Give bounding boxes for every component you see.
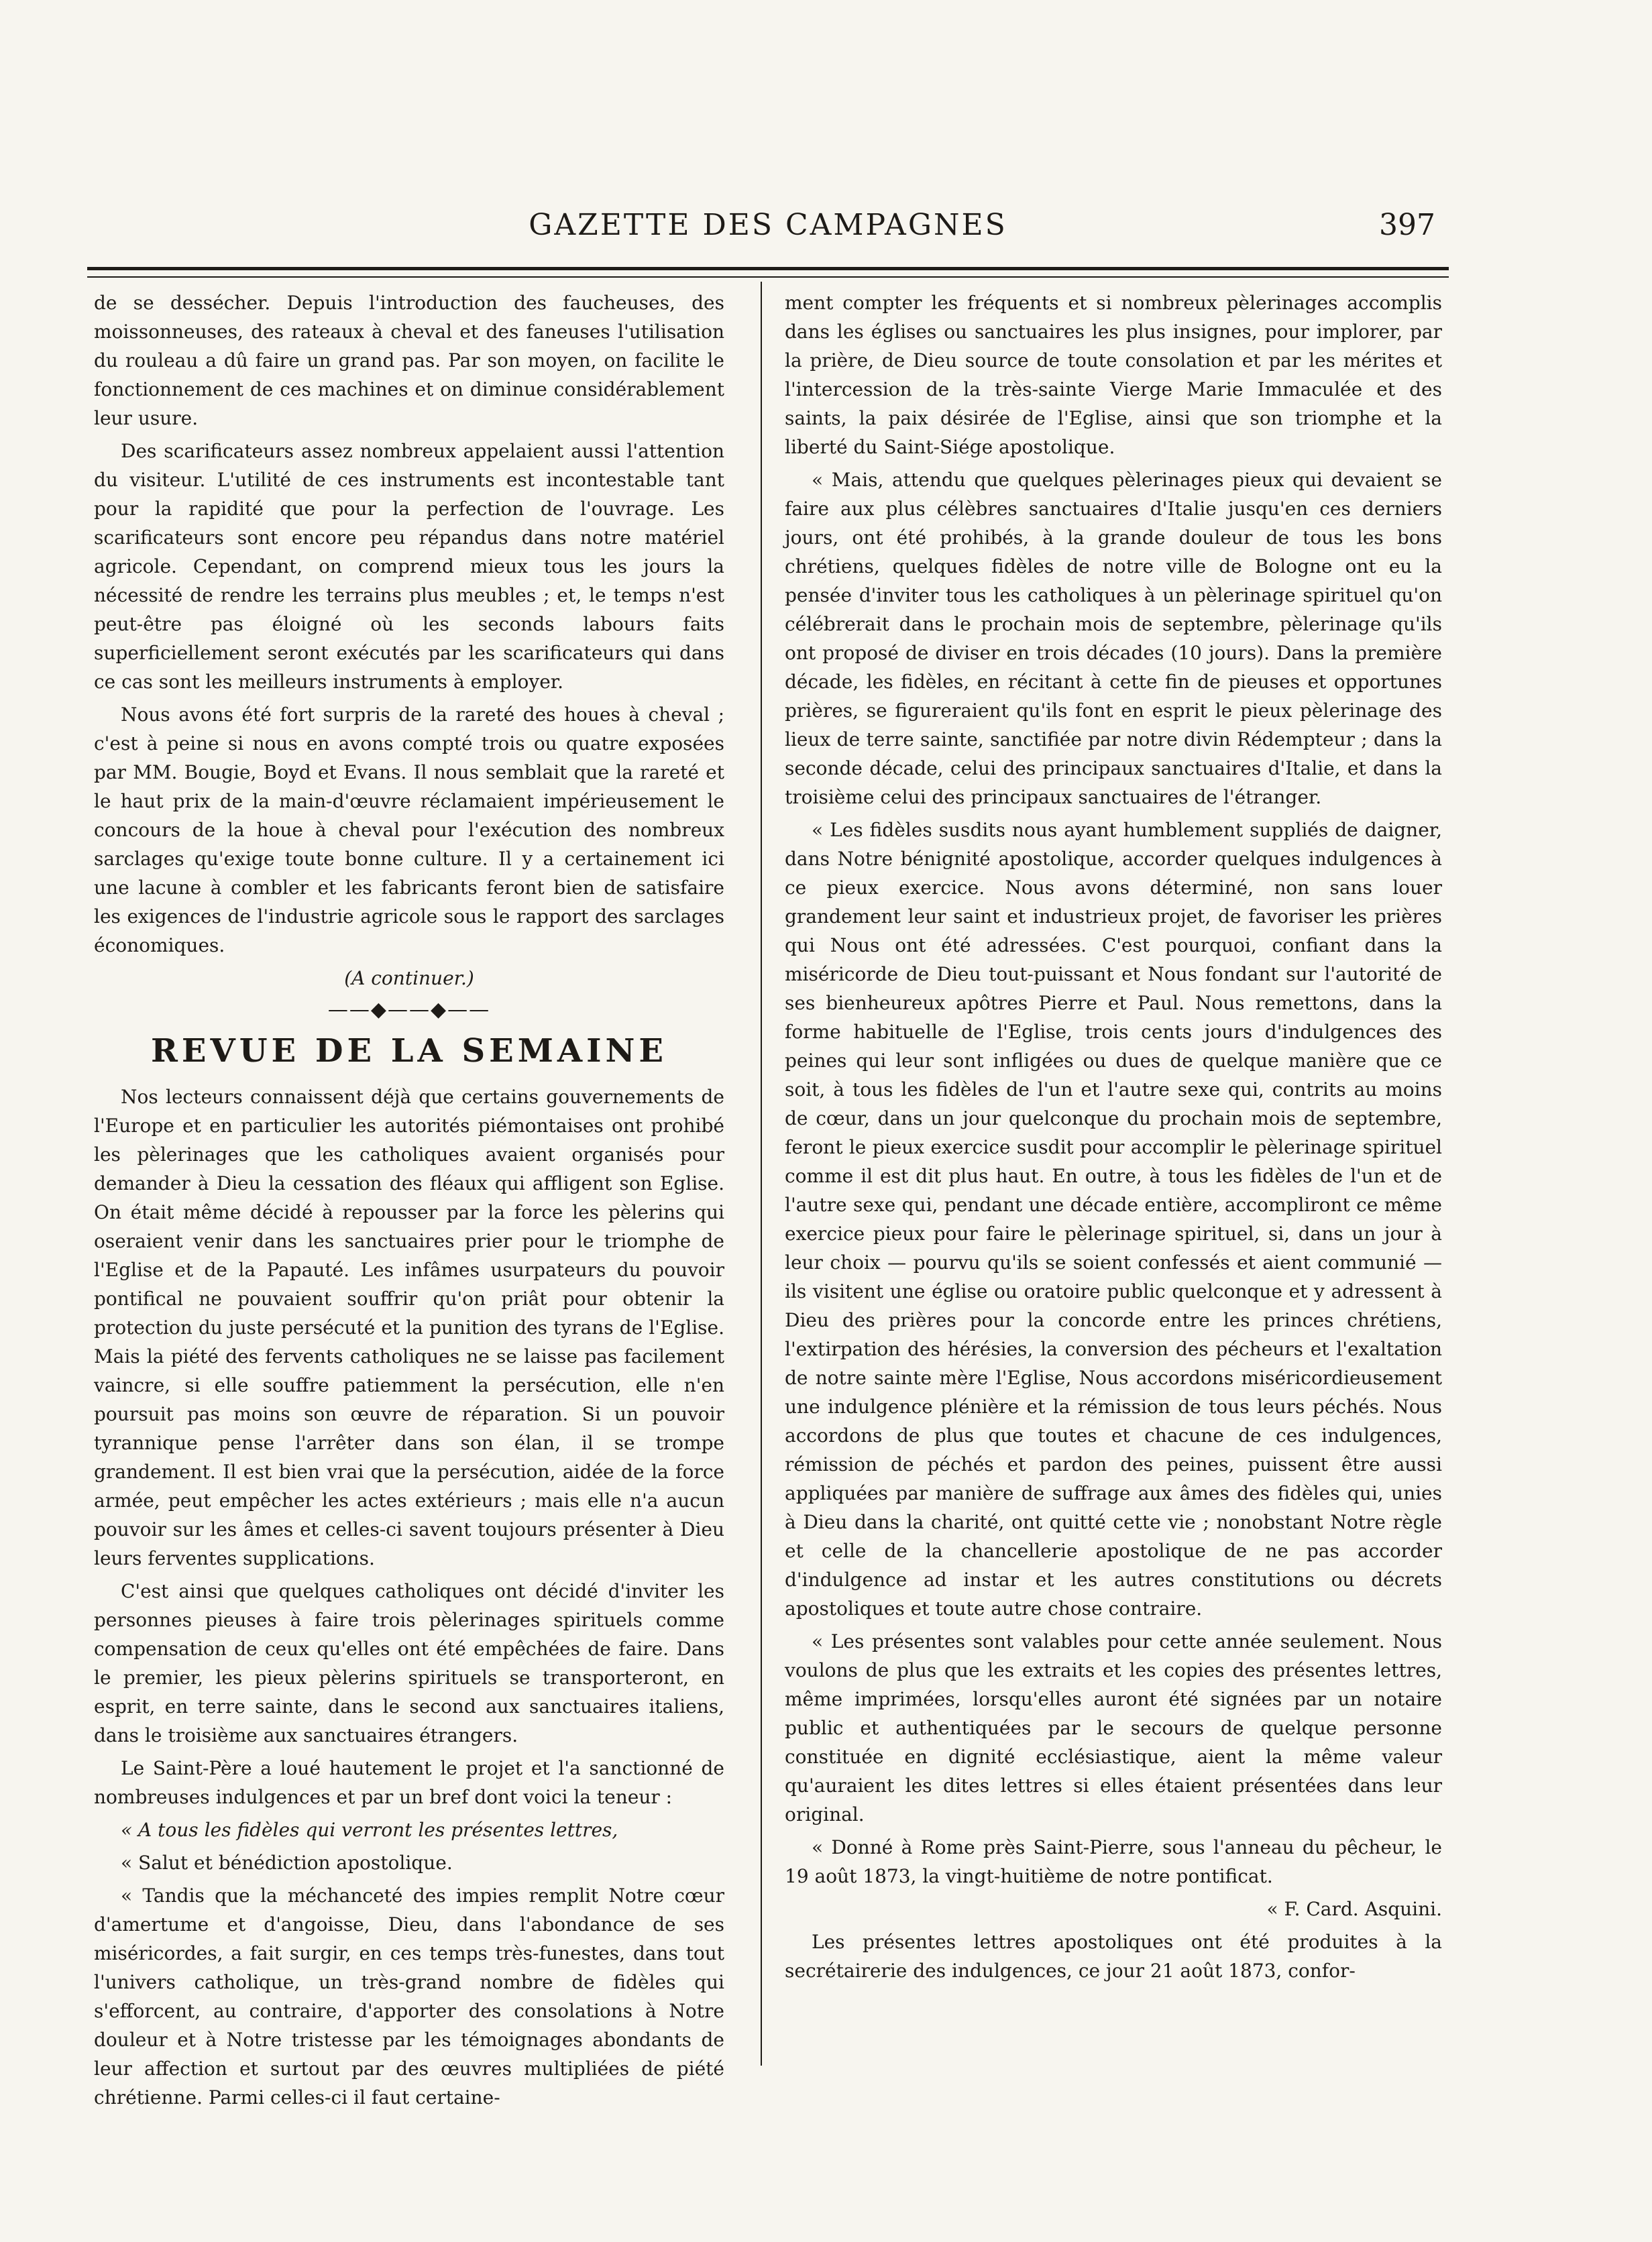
newspaper-title: GAZETTE DES CAMPAGNES [529,208,1007,242]
section-title: REVUE DE LA SEMAINE [150,1032,668,1070]
article-paragraph: « Donné à Rome près Saint-Pierre, sous l'anneau du pêcheur, le 19 août 1873, la vingt-huitième de notre pontificat. [785,1836,1442,1887]
page-number: 397 [1379,208,1435,242]
page-header [101,201,1435,255]
section-ornament-divider: ——◆——◆—— [327,998,491,1021]
article-paragraph: C'est ainsi que quelques catholiques ont décidé d'inviter les personnes pieuses à faire trois pèlerinages spirituels comme compensation de ceux qu'elles ont été empêchées de faire. Dans le premier, les pieux pèlerins spirituels se transporteront, en esprit, en terre sainte, dans le second aux sanctuaires italiens, dans le troisième aux sanctuaires étrangers. [94,1580,724,1746]
article-paragraph: « Les présentes sont valables pour cette année seulement. Nous voulons de plus que les extraits et les copies des présentes lettres, même imprimées, lorsqu'elles auront été signées par un notaire public et authentiquées par le secours de quelque personne constituée en dignité ecclésiastique, aient la même valeur qu'auraient les dites lettres si elles étaient présentées dans leur original. [785,1630,1442,1826]
article-paragraph: « Tandis que la méchanceté des impies remplit Notre cœur d'amertume et d'angoisse, Dieu, dans l'abondance de ses miséricordes, a fait surgir, en ces temps très-funestes, dans tout l'univers catholique, un très-grand nombre de fidèles qui s'efforcent, au contraire, d'apporter des consolations à Notre douleur et à Notre tristesse par les témoignages abondants de leur affection et surtout par des œuvres multipliées de piété chrétienne. Parmi celles-ci il faut certaine- [94,1885,724,2109]
brief-salutation: « Salut et bénédiction apostolique. [121,1852,453,1874]
article-paragraph: « Les fidèles susdits nous ayant humblement suppliés de daigner, dans Notre bénignité apostolique, accorder quelques indulgences à ce pieux exercice. Nous avons déterminé, non sans louer grandement leur saint et industrieux projet, de favoriser les prières qui Nous ont été adressées. C'est pourquoi, confiant dans la miséricorde de Dieu tout-puissant et Nous fondant sur l'autorité de ses bienheureux apôtres Pierre et Paul. Nous remettons, dans la forme habituelle de l'Eglise, trois cents jours d'indulgences des peines qui leur sont infligées ou dues de quelque manière que ce soit, à tous les fidèles de l'un et l'autre sexe qui, contrits au moins de cœur, dans un jour quelconque du prochain mois de septembre, feront le pieux exercice susdit pour accomplir le pèlerinage spirituel comme il est dit plus haut. En outre, à tous les fidèles de l'un et de l'autre sexe qui, pendant une décade entière, accompliront ce même exercice pieux pour faire le pèlerinage spirituel, si, dans un jour à leur choix — pourvu qu'ils se soient confessés et aient communié — ils visitent une église ou oratoire public quelconque et y adressent à Dieu des prières pour la concorde entre les princes chrétiens, l'extirpation des hérésies, la conversion des pécheurs et l'exaltation de notre sainte mère l'Eglise, Nous accordons miséricordieusement une indulgence plénière et la rémission de tous leurs péchés. Nous accordons de plus que toutes et chacune de ces indulgences, rémission de péchés et pardon des peines, puissent être aussi appliquées par manière de suffrage aux âmes des fidèles qui, unies à Dieu dans la charité, ont quitté cette vie ; nonobstant Notre règle et celle de la chancellerie apostolique de ne pas accorder d'indulgence ad instar et les autres constitutions ou décrets apostoliques et toute autre chose contraire. [785,819,1442,1620]
brief-address-line: « A tous les fidèles qui verront les présentes lettres, [121,1819,618,1841]
article-paragraph: Le Saint-Père a loué hautement le projet et l'a sanctionné de nombreuses indulgences et par un bref dont voici la teneur : [94,1757,724,1808]
header-rule-thin [87,276,1449,278]
article-paragraph: de se dessécher. Depuis l'introduction des faucheuses, des moissonneuses, des rateaux à cheval et des faneuses l'utilisation du rouleau a dû faire un grand pas. Par son moyen, on facilite le fonctionnement de ces machines et on diminue considérablement leur usure. [94,292,724,429]
continuation-note: (A continuer.) [344,967,474,989]
article-paragraph: Les présentes lettres apostoliques ont été produites à la secrétairerie des indulgences, ce jour 21 août 1873, confor- [785,1931,1442,1982]
article-paragraph: « Mais, attendu que quelques pèlerinages pieux qui devaient se faire aux plus célèbres sanctuaires d'Italie jusqu'en ces derniers jours, ont été prohibés, à la grande douleur de tous les bons chrétiens, quelques fidèles de notre ville de Bologne ont eu la pensée d'inviter tous les catholiques à un pèlerinage spirituel qu'on célébrerait dans le prochain mois de septembre, pèlerinage qu'ils ont proposé de diviser en trois décades (10 jours). Dans la première décade, les fidèles, en récitant à cette fin de pieuses et opportunes prières, se figureraient qu'ils font en esprit le pieux pèlerinage des lieux de terre sainte, sanctifiée par notre divin Rédempteur ; dans la seconde décade, celui des principaux sanctuaires d'Italie, et dans la troisième celui des principaux sanctuaires de l'étranger. [785,469,1442,808]
right-column [785,288,1442,1989]
brief-signature: « F. Card. Asquini. [1266,1898,1442,1920]
left-column [94,288,724,2116]
column-divider [761,282,762,2066]
article-paragraph: ment compter les fréquents et si nombreux pèlerinages accomplis dans les églises ou sanctuaires les plus insignes, pour implorer, par la prière, de Dieu source de toute consolation et par les mérites et l'intercession de la très-sainte Vierge Marie Immaculée et des saints, la paix désirée de l'Eglise, ainsi que son triomphe et la liberté du Saint-Siége apostolique. [785,292,1442,458]
article-paragraph: Des scarificateurs assez nombreux appelaient aussi l'attention du visiteur. L'utilité de ces instruments est incontestable tant pour la rapidité que pour la perfection de l'ouvrage. Les scarificateurs sont encore peu répandus dans notre matériel agricole. Cependant, on comprend mieux tous les jours la nécessité de rendre les terrains plus meubles ; et, le temps n'est peut-être pas éloigné où les seconds labours faits superficiellement seront exécutés par les scarificateurs qui dans ce cas sont les meilleurs instruments à employer. [94,440,724,693]
article-paragraph: Nous avons été fort surpris de la rareté des houes à cheval ; c'est à peine si nous en avons compté trois ou quatre exposées par MM. Bougie, Boyd et Evans. Il nous semblait que la rareté et le haut prix de la main-d'œuvre réclamaient impérieusement le concours de la houe à cheval pour l'exécution des nombreux sarclages qu'exige toute bonne culture. Il y a certainement ici une lacune à combler et les fabricants feront bien de satisfaire les exigences de l'industrie agricole sous le rapport des sarclages économiques. [94,704,724,956]
article-paragraph: Nos lecteurs connaissent déjà que certains gouvernements de l'Europe et en particulier les autorités piémontaises ont prohibé les pèlerinages que les catholiques avaient organisés pour demander à Dieu la cessation des fléaux qui affligent son Eglise. On était même décidé à repousser par la force les pèlerins qui oseraient venir dans les sanctuaires prier pour le triomphe de l'Eglise et de la Papauté. Les infâmes usurpateurs du pouvoir pontifical ne pouvaient souffrir qu'on priât pour obtenir la protection du juste persécuté et la punition des tyrans de l'Eglise. Mais la piété des fervents catholiques ne se laisse pas facilement vaincre, si elle souffre patiemment la persécution, elle n'en poursuit pas moins son œuvre de réparation. Si un pouvoir tyrannique pense l'arrêter dans son élan, il se trompe grandement. Il est bien vrai que la persécution, aidée de la force armée, peut empêcher les actes extérieurs ; mais elle n'a aucun pouvoir sur les âmes et celles-ci savent toujours présenter à Dieu leurs ferventes supplications. [94,1086,724,1569]
header-rule-thick [87,267,1449,270]
